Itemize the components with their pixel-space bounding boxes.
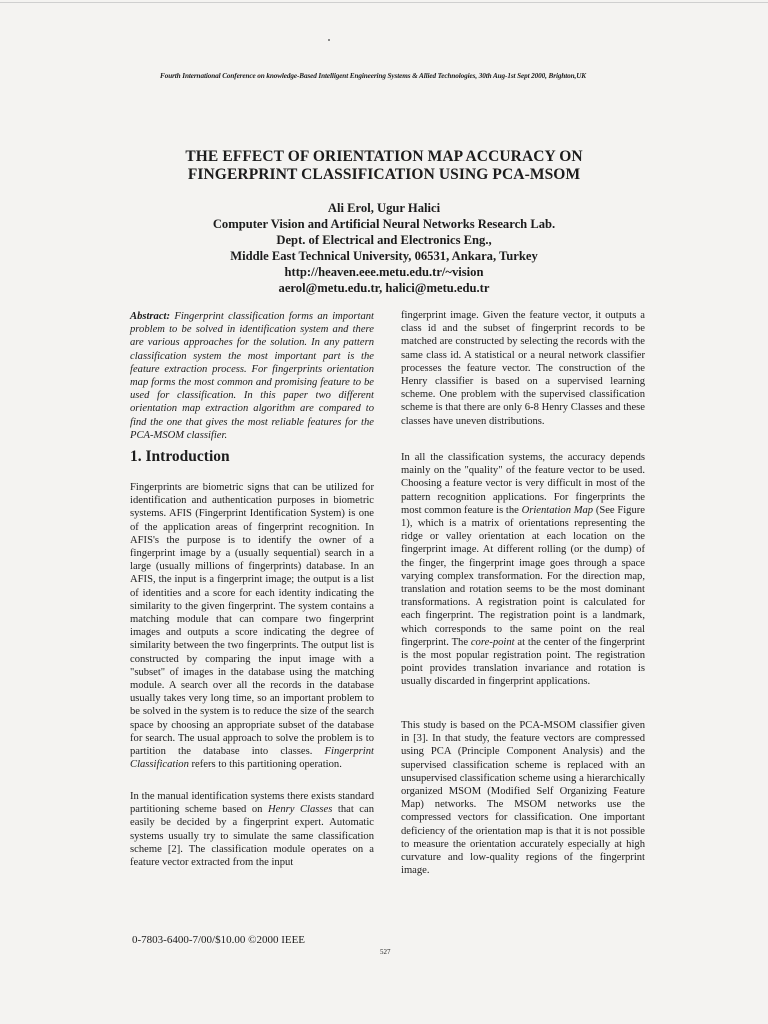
- abstract-text: Fingerprint classification forms an important problem to be solved in identification system and there are various approaches for the solution. In any pattern classification system the most important part is the feature extraction process. For fingerprints orientation map forms the most common and promising feature to be used for classification. In this paper two different orientation map extraction algorithm are compared to find the one that gives the most reliable features for the PCA-MSOM classifier.: [130, 311, 375, 441]
- title-line-1: THE EFFECT OF ORIENTATION MAP ACCURACY ON: [185, 148, 583, 165]
- author-block: [90, 200, 678, 296]
- author-names: Ali Erol, Ugur Halici: [327, 201, 441, 215]
- intro-p1-emphasis: Fingerprint Classification: [130, 746, 374, 771]
- author-lab: Computer Vision and Artificial Neural Networks Research Lab.: [212, 217, 556, 231]
- intro-p1-text-end: refers to this partitioning operation.: [191, 759, 342, 771]
- right-p2-text-end: at the center of the fingerprint is the most popular registration point. The registration point provides translation invariance and rotation is usually discarded in fingerprint applications.: [401, 636, 645, 688]
- right-p2-emphasis-1: Orientation Map: [521, 504, 594, 516]
- author-dept: Dept. of Electrical and Electronics Eng.,: [276, 233, 492, 247]
- title-line-2: FINGERPRINT CLASSIFICATION USING PCA-MSOM: [187, 166, 581, 183]
- abstract: [130, 310, 374, 442]
- right-paragraph-2: [401, 451, 645, 689]
- scan-edge-line: [0, 2, 768, 3]
- author-university: Middle East Technical University, 06531, Ankara, Turkey: [230, 249, 538, 263]
- right-paragraph-3: This study is based on the PCA-MSOM classifier given in [3]. In that study, the feature vectors are compressed using PCA (Principle Component Analysis) and the supervised classification scheme is replaced with an unsupervised classification scheme using a hierarchically organized MSOM (Modified Self Organizing Feature Map) networks. The MSOM networks use the compressed vectors for classification. One important deficiency of the orientation map is that it is not possible to measure the orientation accurately especially at high curvature and low-quality regions of the fingerprint image.: [401, 720, 645, 877]
- intro-p2-text-end: that can easily be decided by a fingerprint expert. Automatic systems usually try to simulate the same classification scheme [2]. The classification module operates on a feature vector extracted from the input: [130, 804, 375, 869]
- right-p2-text-mid: (See Figure 1), which is a matrix of orientations representing the ridge or valley orientation at each location on the fingerprint image. At different rolling (or the dump) of the finger, the fingerprint image goes through a space varying complex transformation. For the direction map, translation and rotation seems to be the most dominant transformations. A registration point is calculated for each fingerprint. The registration point is a landmark, which corresponds to the same point on the real fingerprint. The: [401, 504, 645, 648]
- author-emails: aerol@metu.edu.tr, halici@metu.edu.tr: [278, 281, 490, 295]
- author-url: http://heaven.eee.metu.edu.tr/~vision: [284, 265, 484, 279]
- right-p2-emphasis-2: core-point: [470, 636, 515, 648]
- abstract-label: Abstract:: [130, 311, 171, 322]
- intro-p2-text: In the manual identification systems there exists standard partitioning scheme based on: [130, 791, 374, 816]
- copyright-line: 0-7803-6400-7/00/$10.00 ©2000 IEEE: [132, 934, 306, 946]
- paper-title: [90, 148, 678, 184]
- conference-header: Fourth International Conference on knowledge-Based Intelligent Engineering Systems & Allied Technologies, 30th Aug-1st Sept 2000, Brighton,UK: [160, 72, 586, 80]
- intro-p1-text: Fingerprints are biometric signs that can be utilized for identification and authentication purposes in biometric systems. AFIS (Fingerprint Identification System) is one of the application areas of fingerprint recognition. In AFIS's the purpose is to identify the owner of a fingerprint image by a (usually sequential) search in a large (usually millions of fingerprints) database. In an AFIS, the input is a fingerprint image; the output is a list of identities and a score for each identity indicating the similarity to the given fingerprint. The system contains a matching module that can compare two fingerprint images and outputs a score indicating the degree of similarity between the two fingerprints. The output list is constructed by comparing the input image with a "subset" of images in the database using the matching module. A search over all the records in the database usually takes very long time, so an important problem to be solved in the system is to reduce the size of the search space by choosing an appropriate subset of the database for search. The usual approach to solve the problem is to partition the database into classes.: [130, 482, 374, 758]
- right-paragraph-1: fingerprint image. Given the feature vector, it outputs a class id and the subset of fingerprint records to be matched are constructed by selecting the records with the same class id. A statistical or a neural network classifier processes the feature vector. The construction of the Henry classifier is based on a supervised learning scheme. One problem with the supervised classification scheme is that there are only 6-8 Henry Classes and these classes have uneven distributions.: [401, 310, 645, 427]
- right-p2-text: In all the classification systems, the accuracy depends mainly on the "quality" of the feature vector to be used. Choosing a feature vector is very difficult in most of the pattern recognition applications. For fingerprints the most common feature is the: [401, 452, 645, 516]
- scan-speck: [328, 39, 330, 41]
- intro-paragraph-1: [130, 481, 374, 771]
- intro-p2-emphasis: Henry Classes: [268, 804, 333, 816]
- intro-paragraph-2: [130, 790, 374, 869]
- section-heading: 1. Introduction: [130, 448, 230, 465]
- page-number: 527: [380, 948, 391, 956]
